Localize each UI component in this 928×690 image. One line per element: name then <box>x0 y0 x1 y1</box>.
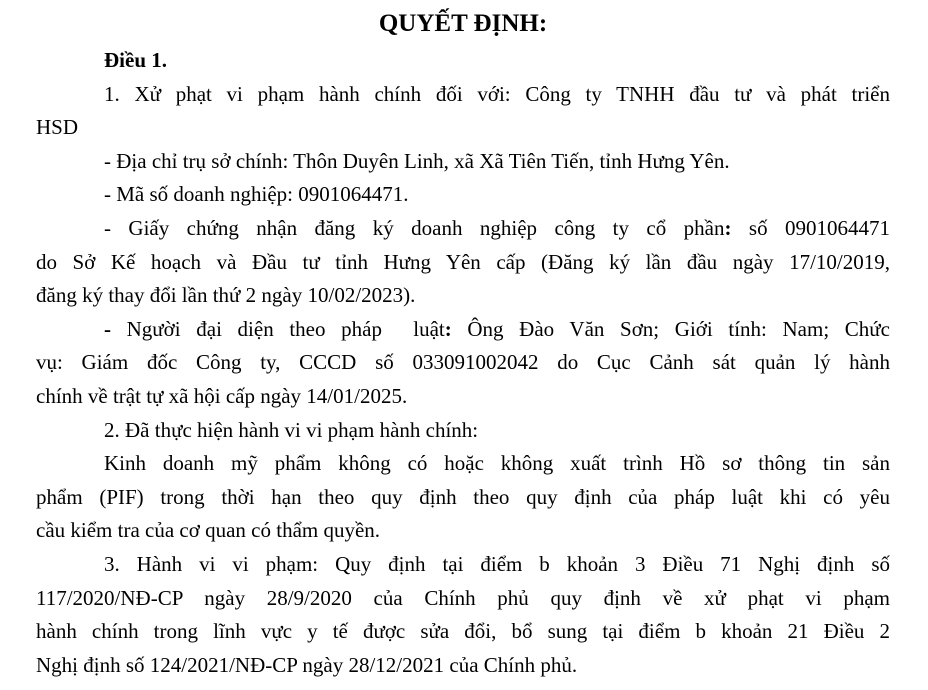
registration-certificate-line-1 <box>36 212 890 246</box>
legal-representative-line-2: vụ: Giám đốc Công ty, CCCD số 033091002042 do Cục Cảnh sát quản lý hành <box>36 350 890 375</box>
violation-clause-line-2: 117/2020/NĐ-CP ngày 28/9/2020 của Chính phủ quy định về xử phạt vi phạm <box>36 585 890 610</box>
legal-representative-label: Người đại diện theo pháp luật <box>111 316 445 341</box>
article-heading: Điều 1. <box>104 48 167 72</box>
violation-clause-line-3: hành chính trong lĩnh vực y tế được sửa đổi, bổ sung tại điểm b khoản 21 Điều 2 <box>36 619 890 644</box>
bold-colon: : <box>724 215 732 240</box>
legal-representative-line-1 <box>36 313 890 347</box>
violation-subject-line-2: HSD <box>36 115 79 140</box>
registration-certificate-line-2: do Sở Kế hoạch và Đầu tư tỉnh Hưng Yên cấp (Đăng ký lần đầu ngày 17/10/2019, <box>36 249 890 274</box>
violation-description-line-2: phẩm (PIF) trong thời hạn theo quy định theo quy định của pháp luật khi có yêu <box>36 484 890 509</box>
business-code-line: - Mã số doanh nghiệp: 0901064471. <box>104 182 409 207</box>
legal-representative-name: Ông Đào Văn Sơn; Giới tính: Nam; Chức <box>451 316 890 341</box>
violation-description-line-3: cầu kiểm tra của cơ quan có thẩm quyền. <box>36 518 381 543</box>
address-line: - Địa chỉ trụ sở chính: Thôn Duyên Linh, xã Xã Tiên Tiến, tỉnh Hưng Yên. <box>104 148 730 173</box>
violation-subject-line-1: 1. Xử phạt vi phạm hành chính đối với: Công ty TNHH đầu tư và phát triển <box>104 81 890 106</box>
registration-certificate-number: số 0901064471 <box>731 215 890 240</box>
violation-clause-line-1: 3. Hành vi vi phạm: Quy định tại điểm b khoản 3 Điều 71 Nghị định số <box>104 551 890 576</box>
violation-act-heading: 2. Đã thực hiện hành vi vi phạm hành chính: <box>104 417 479 442</box>
legal-representative-line-3: chính về trật tự xã hội cấp ngày 14/01/2025. <box>36 383 408 408</box>
decision-title: QUYẾT ĐỊNH: <box>378 10 548 37</box>
bold-colon: : <box>444 316 452 341</box>
registration-certificate-line-3: đăng ký thay đổi lần thứ 2 ngày 10/02/2023). <box>36 283 416 308</box>
bold-dash: - <box>104 316 111 341</box>
violation-clause-line-4: Nghị định số 124/2021/NĐ-CP ngày 28/12/2021 của Chính phủ. <box>36 652 578 677</box>
violation-description-line-1: Kinh doanh mỹ phẩm không có hoặc không xuất trình Hồ sơ thông tin sản <box>104 451 890 476</box>
registration-certificate-text: - Giấy chứng nhận đăng ký doanh nghiệp công ty cổ phần <box>104 215 725 240</box>
